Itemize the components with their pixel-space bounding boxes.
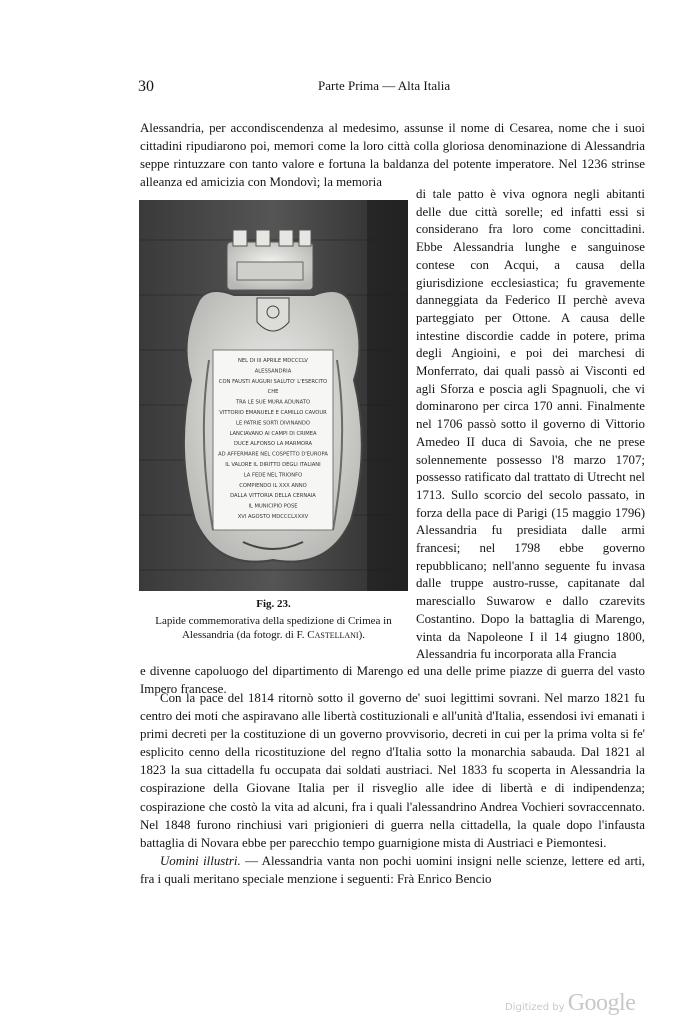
caption-text: Lapide commemorativa della spedizione di Crimea in Alessandria (da fotogr. di F. xyxy=(155,614,392,641)
plaque-line: AD AFFERMARE NEL COSPETTO D'EUROPA xyxy=(218,451,328,458)
paragraph-3: e divenne capoluogo del dipartimento di Marengo ed una delle prime piazze di guerra del vasto Impero francese. xyxy=(140,664,645,697)
plaque-line: LA FEDE NEL TRIONFO xyxy=(243,472,303,479)
crown-icon xyxy=(227,230,313,290)
google-logo: Google xyxy=(567,990,636,1016)
figure-photograph xyxy=(139,200,408,591)
plaque-line: ALESSANDRIA xyxy=(254,368,292,375)
plaque-line: IL MUNICIPIO POSE xyxy=(248,503,298,510)
paragraph-2-wrapped: di tale patto è viva ognora negli abitanti delle due città sorelle; ed infatti essi si considerano fra loro come concittadini. Ebbe Alessandria lunghe e sanguinose contese con Acqui, a causa della giurisdizione ecclesiastica; fu gravemente danneggiata da Federico II perchè aveva parteggiato per Ottone. A causa delle intestine discordie cadde in potere, prima degli Angioini, e poi dei marchesi di Monferrato, dai quali passò ai Visconti ed agli Sforza e poscia agli Spagnuoli, che vi dominarono per circa 170 anni. Finalmente nel 1706 passò sotto il governo di Vittorio Amedeo II duca di Savoia, che ne prese solennemente possesso l'8 marzo 1707; possesso ratificato dal trattato di Utrecht nel 1713. Sullo scorcio del secolo passato, in forza della pace di Parigi (15 maggio 1796) Alessandria fu presidiata dalle armi francesi; nel 1798 ebbe governo repubblicano; nell'anno seguente fu invasa dalle truppe austro-russe, capitanate dal maresciallo Suwarow e dallo czarevits Costantino. Dopo la battaglia di Marengo, vinta da Napoleone I il 14 giugno 1800, Alessandria fu incorporata alla Francia xyxy=(416,187,645,662)
plaque-line: DALLA VITTORIA DELLA CERNAIA xyxy=(230,493,316,500)
page-number: 30 xyxy=(138,78,154,95)
section-lead: Uomini illustri. xyxy=(160,854,241,868)
plaque-line: DUCE ALFONSO LA MARMORA xyxy=(233,441,313,448)
digitized-watermark xyxy=(505,990,635,1017)
paragraph-1: Alessandria, per accondiscendenza al medesimo, assunse il nome di Cesarea, nome che i suoi cittadini ripudiarono poi, memori come la loro città colla gloriosa denominazione di Alessandria seppe rintuzzare con tanto valore e fortuna la baldanza del potente imperatore. Nel 1236 strinse alleanza ed amicizia con Mondovì; la memoria xyxy=(140,121,645,190)
paragraph-5 xyxy=(140,852,645,888)
plaque-line: LANCIAVANO AI CAMPI DI CRIMEA xyxy=(229,430,317,437)
plaque-line: COMPIENDO IL XXX ANNO xyxy=(239,482,307,489)
caption-author: Castellani xyxy=(307,629,359,641)
plaque-line: XVI AGOSTO MDCCCLXXXV xyxy=(237,514,309,520)
plaque-line: VITTORIO EMANUELE E CAMILLO CAVOUR xyxy=(219,410,327,416)
shield-icon xyxy=(257,298,289,331)
plaque-line: TRA LE SUE MURA ADUNATO xyxy=(235,399,311,406)
right-pilaster xyxy=(367,200,408,591)
plaque-line: NEL DI III APRILE MDCCCLV xyxy=(238,358,308,364)
plaque-line: IL VALORE IL DIRITTO DEGLI ITALIANI xyxy=(225,462,321,468)
paragraph-5-text: — Alessandria vanta non pochi uomini insigni nelle scienze, lettere ed arti, fra i quali meritano speciale menzione i seguenti: Frà Enrico Bencio xyxy=(140,854,645,887)
plaque-line: CHE xyxy=(267,389,279,396)
figure-number: Fig. 23. xyxy=(256,598,291,610)
plaque-line: CON FAUSTI AUGURI SALUTO' L'ESERCITO xyxy=(218,378,328,385)
running-head: Parte Prima — Alta Italia xyxy=(318,78,451,93)
caption-end: ). xyxy=(358,629,366,641)
plaque-line: LE PATRIE SORTI DIVINANDO xyxy=(236,420,310,427)
digitized-prefix: Digitized by xyxy=(505,1002,565,1013)
plaque-photo xyxy=(139,200,408,591)
paragraph-4: Con la pace del 1814 ritornò sotto il governo de' suoi legittimi sovrani. Nel marzo 1821 fu centro dei moti che aspiravano alle libertà costituzionali e all'unità d'Italia, essendosi ivi emanati i primi decreti per la costituzione di un governo provvisorio, decreti in cui per la prima volta si fe' esplicito cenno della ricostituzione del regno d'Italia sotto la monarchia sabauda. Dal 1821 al 1823 la sua cittadella fu occupata dai soldati austriaci. Nel 1833 fu scoperta in Alessandria la cospirazione della Giovane Italia per il risveglio alle idee di libertà e di indipendenza; cospirazione che costò la vita ad alcuni, fra i quali l'alessandrino Andrea Vochieri sovraccennato. Nel 1848 furono rinchiusi vari prigionieri di guerra nella cittadella, la quale dopo l'infausta battaglia di Novara ebbe per parecchio tempo guarnigione mista di Austriaci e Piemontesi. xyxy=(140,691,645,850)
figure-caption xyxy=(139,597,408,643)
